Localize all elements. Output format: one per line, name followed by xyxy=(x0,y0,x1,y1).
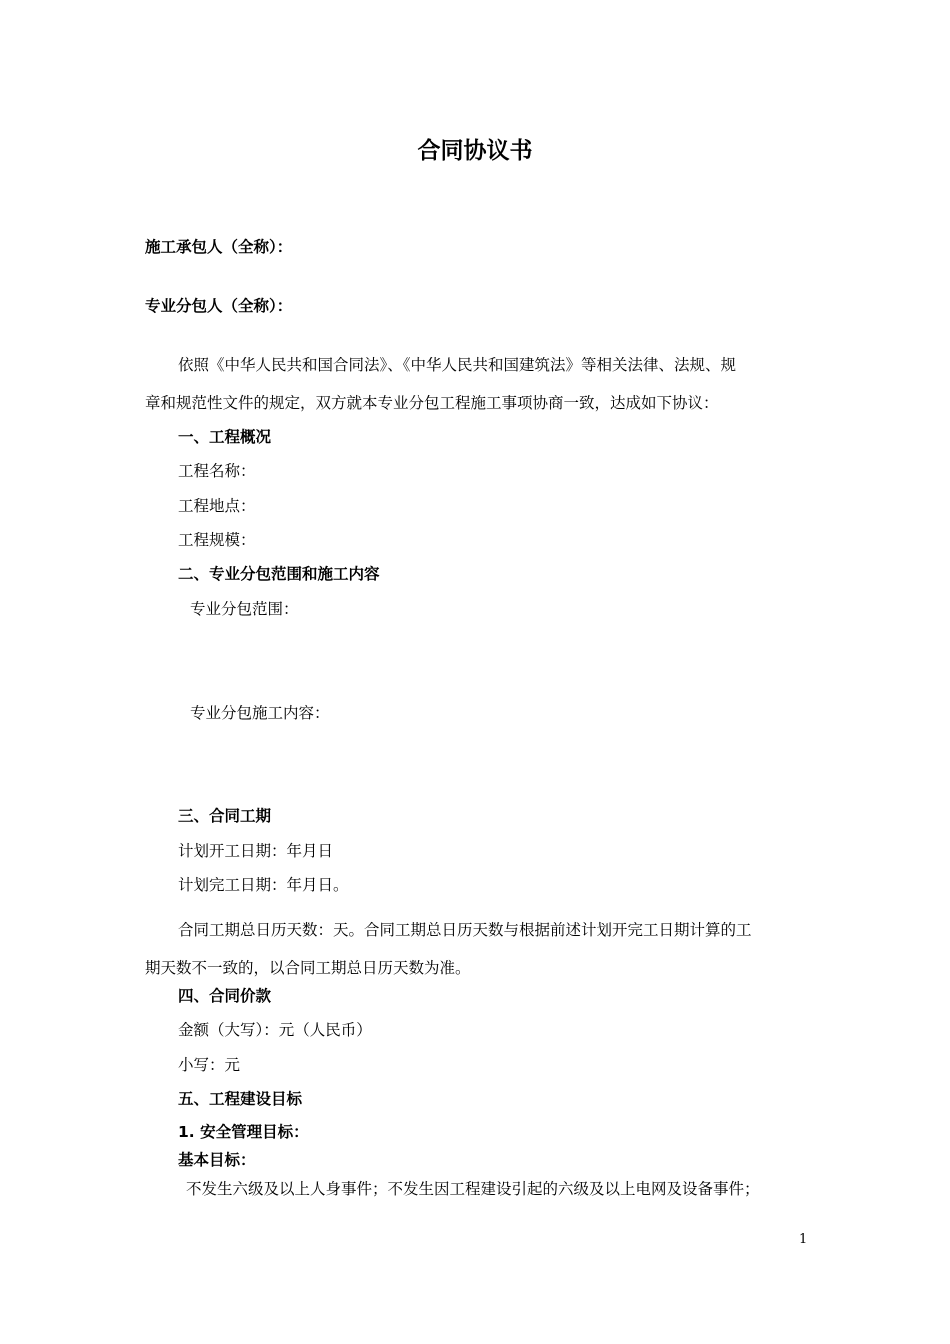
document-title: 合同协议书 xyxy=(417,138,533,164)
basic-target-heading: 基本目标： xyxy=(178,1151,256,1169)
section1-heading: 一、工程概况 xyxy=(178,428,272,446)
total-days-line2: 期天数不一致的，以合同工期总日历天数为准。 xyxy=(145,959,471,977)
subcontract-scope-field: 专业分包范围： xyxy=(190,600,299,618)
project-location-field: 工程地点： xyxy=(178,497,256,515)
intro-paragraph-line2: 章和规范性文件的规定，双方就本专业分包工程施工事项协商一致，达成如下协议： xyxy=(145,394,719,412)
section4-heading: 四、合同价款 xyxy=(178,987,272,1005)
project-scale-field: 工程规模： xyxy=(178,531,256,549)
safety-target-heading: 1. 安全管理目标： xyxy=(178,1123,309,1141)
start-date-field: 计划开工日期：年月日 xyxy=(178,842,334,860)
section2-heading: 二、专业分包范围和施工内容 xyxy=(178,565,380,583)
section5-heading: 五、工程建设目标 xyxy=(178,1090,303,1108)
project-name-field: 工程名称： xyxy=(178,462,256,480)
amount-lower-field: 小写：元 xyxy=(178,1056,241,1074)
contractor-label: 施工承包人（全称）： xyxy=(145,238,293,256)
amount-upper-field: 金额（大写）：元（人民币） xyxy=(178,1021,372,1039)
subcontractor-label: 专业分包人（全称）： xyxy=(145,297,293,315)
page-number: 1 xyxy=(799,1232,808,1247)
intro-paragraph-line1: 依照《中华人民共和国合同法》、《中华人民共和国建筑法》等相关法律、法规、规 xyxy=(178,356,737,374)
section3-heading: 三、合同工期 xyxy=(178,807,272,825)
end-date-field: 计划完工日期：年月日。 xyxy=(178,876,349,894)
subcontract-content-field: 专业分包施工内容： xyxy=(190,704,330,722)
basic-target-text: 不发生六级及以上人身事件；不发生因工程建设引起的六级及以上电网及设备事件； xyxy=(186,1180,760,1198)
total-days-line1: 合同工期总日历天数：天。合同工期总日历天数与根据前述计划开完工日期计算的工 xyxy=(178,921,752,939)
